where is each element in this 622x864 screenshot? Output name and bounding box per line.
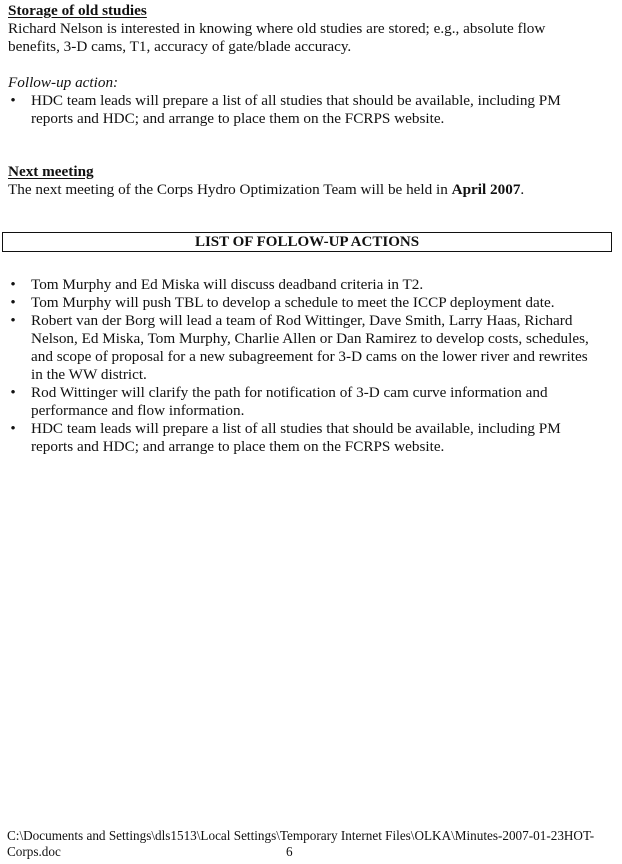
list-item-line: in the WW district. <box>31 366 147 383</box>
follow-up-label: Follow-up action: <box>8 74 119 91</box>
list-item-line: Nelson, Ed Miska, Tom Murphy, Charlie Allen or Dan Ramirez to develop costs, schedules, <box>31 330 589 347</box>
next-meeting-text-prefix: The next meeting of the Corps Hydro Optimization Team will be held in <box>8 181 452 198</box>
bullet-icon: • <box>10 92 16 109</box>
follow-up-actions-banner <box>2 232 612 252</box>
follow-up-actions-title: LIST OF FOLLOW-UP ACTIONS <box>194 234 420 250</box>
list-item-line: and scope of proposal for a new subagreement for 3-D cams on the lower river and rewrites <box>31 348 588 365</box>
page-footer <box>7 828 619 860</box>
page-number: 6 <box>286 844 293 859</box>
storage-section <box>8 2 614 56</box>
list-item-line: HDC team leads will prepare a list of all studies that should be available, including PM <box>31 420 561 437</box>
list-item-line: Rod Wittinger will clarify the path for notification of 3-D cam curve information and <box>31 384 548 401</box>
list-item <box>8 312 614 384</box>
follow-up-item <box>8 92 614 128</box>
footer-path-line2: Corps.doc <box>7 844 61 859</box>
bullet-icon: • <box>10 312 16 329</box>
follow-up-item-line2: reports and HDC; and arrange to place them on the FCRPS website. <box>31 110 445 127</box>
storage-paragraph-line2: benefits, 3-D cams, T1, accuracy of gate/blade accuracy. <box>8 38 352 55</box>
list-item <box>8 294 614 312</box>
bullet-icon: • <box>10 420 16 437</box>
bullet-icon: • <box>10 384 16 401</box>
list-item <box>8 276 614 294</box>
next-meeting-section <box>8 163 614 199</box>
list-item <box>8 384 614 420</box>
bullet-icon: • <box>10 294 16 311</box>
next-meeting-heading: Next meeting <box>8 163 94 180</box>
list-item-line: performance and flow information. <box>31 402 245 419</box>
list-item <box>8 420 614 456</box>
list-item-line: reports and HDC; and arrange to place them on the FCRPS website. <box>31 438 445 455</box>
list-item-line: Robert van der Borg will lead a team of Rod Wittinger, Dave Smith, Larry Haas, Richard <box>31 312 573 329</box>
next-meeting-text-suffix: . <box>520 181 525 198</box>
next-meeting-text <box>8 181 614 199</box>
storage-heading: Storage of old studies <box>8 2 147 19</box>
footer-path-line1: C:\Documents and Settings\dls1513\Local Settings\Temporary Internet Files\OLKA\Minutes-2007-01-23HOT- <box>7 828 595 843</box>
list-item-line: Tom Murphy and Ed Miska will discuss deadband criteria in T2. <box>31 276 424 293</box>
next-meeting-date: April 2007 <box>451 181 521 198</box>
follow-up-section <box>8 74 614 128</box>
list-item-line: Tom Murphy will push TBL to develop a schedule to meet the ICCP deployment date. <box>31 294 555 311</box>
bullet-icon: • <box>10 276 16 293</box>
storage-paragraph-line1: Richard Nelson is interested in knowing where old studies are stored; e.g., absolute flow <box>8 20 546 37</box>
follow-up-actions-list <box>8 276 614 456</box>
follow-up-item-line1: HDC team leads will prepare a list of all studies that should be available, including PM <box>31 92 561 109</box>
